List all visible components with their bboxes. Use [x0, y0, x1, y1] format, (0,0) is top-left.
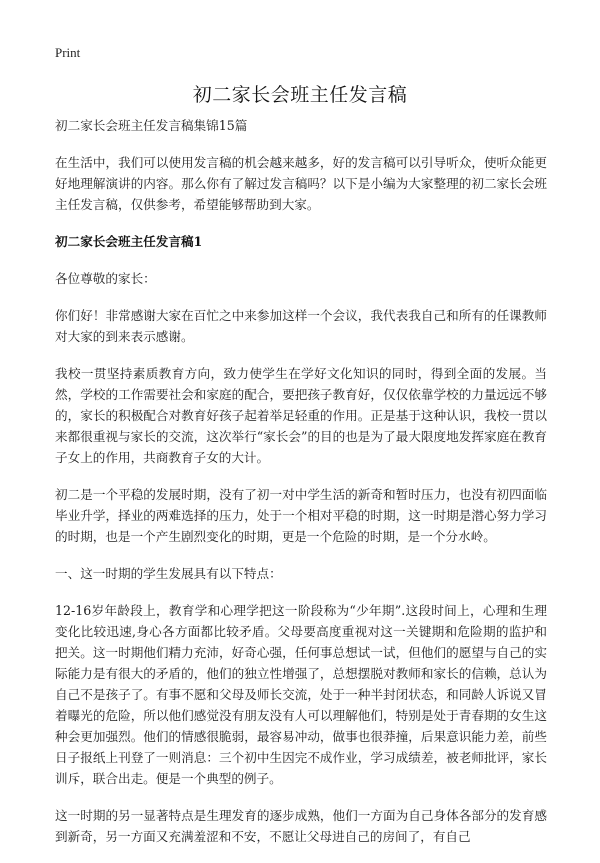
body-paragraph: 这一时期的另一显著特点是生理发育的逐步成熟，他们一方面为自己身体各部分的发育感到新奇，另一方面又充满羞涩和不安，不愿让父母进自己的房间了，有自己 — [55, 808, 547, 844]
intro-paragraph: 在生活中，我们可以使用发言稿的机会越来越多，好的发言稿可以引导听众，使听众能更好地理解演讲的内容。那么你有了解过发言稿吗？以下是小编为大家整理的初二家长会班主任发言稿，仅供参考，希望能够帮助到大家。 — [55, 155, 547, 212]
section-heading: 初二家长会班主任发言稿1 — [55, 234, 203, 249]
print-link[interactable]: Print — [55, 45, 81, 60]
salutation: 各位尊敬的家长： — [55, 271, 156, 286]
list-heading: 一、这一时期的学生发展具有以下特点： — [55, 566, 282, 581]
document-subtitle: 初二家长会班主任发言稿集锦15篇 — [55, 118, 248, 133]
body-paragraph: 初二是一个平稳的发展时期，没有了初一对中学生活的新奇和暂时压力，也没有初四面临毕业升学，择业的两难选择的压力，处于一个相对平稳的时期，这一时期是潜心努力学习的时期，也是一个产生剧烈变化的时期，更是一个危险的时期，是一个分水岭。 — [55, 487, 547, 544]
document-body — [55, 115, 547, 863]
body-paragraph: 我校一贯坚持素质教育方向，致力使学生在学好文化知识的同时，得到全面的发展。当然，学校的工作需要社会和家庭的配合，要把孩子教育好，仅仅依靠学校的力量远远不够的，家长的积极配合对教育好孩子起着举足轻重的作用。正是基于这种认识，我校一贯以来都很重视与家长的交流，这次举行“家长会”的目的也是为了最大限度地发挥家庭在教育子女上的作用，共商教育子女的大计。 — [55, 366, 547, 465]
body-paragraph: 你们好！非常感谢大家在百忙之中来参加这样一个会议，我代表我自己和所有的任课教师对大家的到来表示感谢。 — [55, 308, 547, 344]
body-paragraph: 12-16岁年龄段上，教育学和心理学把这一阶段称为“少年期”.这段时间上，心理和生理变化比较迅速,身心各方面都比较矛盾。父母要高度重视对这一关键期和危险期的监护和把关。这一时期他们精力充沛，好奇心强，任何事总想试一试，但他们的愿望与自己的实际能力是有很大的矛盾的，他们的独立性增强了，总想摆脱对教师和家长的信赖，总认为自己不是孩子了。有事不愿和父母及师长交流，处于一种半封闭状态，和同龄人诉说又冒着曝光的危险，所以他们感觉没有朋友没有人可以理解他们，特别是处于青春期的女生这种会更加强烈。他们的情感很脆弱，最容易冲动，做事也很莽撞，后果意识能力差，前些日子报纸上刊登了一则消息：三个初中生因完不成作业，学习成绩差，被老师批评，家长训斥，联合出走。便是一个典型的例子。 — [55, 603, 547, 786]
page-title: 初二家长会班主任发言稿 — [192, 84, 408, 106]
